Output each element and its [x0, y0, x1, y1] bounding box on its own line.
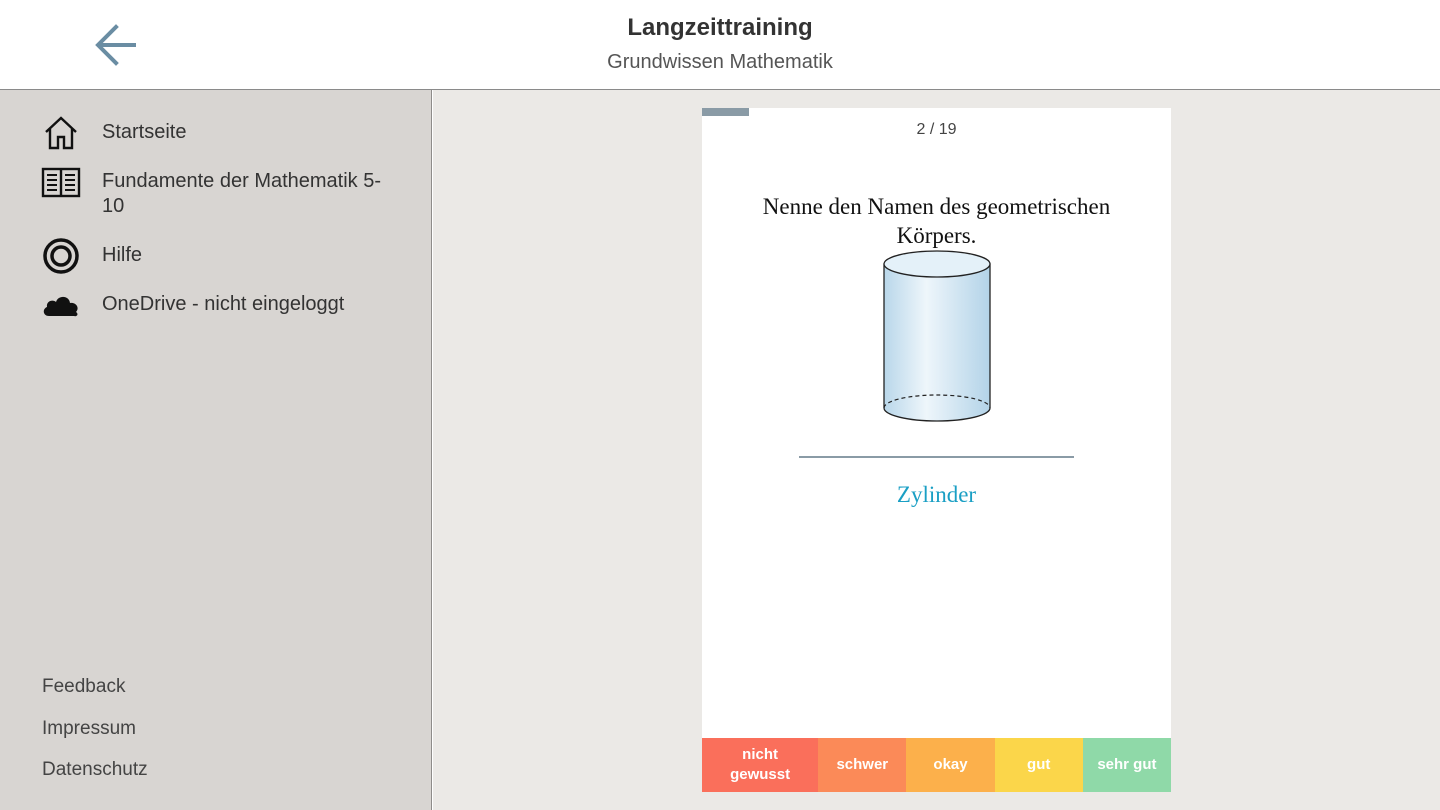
- sidebar-item-label: Startseite: [102, 121, 187, 143]
- answer-text: Zylinder: [896, 482, 977, 507]
- rating-nicht-gewusst-button[interactable]: nicht gewusst: [702, 738, 818, 792]
- lifebuoy-icon: [40, 237, 82, 275]
- app-header: [0, 0, 1440, 90]
- sidebar-item-startseite[interactable]: [40, 114, 400, 152]
- rating-sehr-gut-button[interactable]: sehr gut: [1083, 738, 1171, 792]
- rating-gut-button[interactable]: gut: [995, 738, 1083, 792]
- book-icon: [40, 163, 82, 201]
- page-title: Langzeittraining: [627, 14, 813, 41]
- question-text: Nenne den Namen des geometrischen Körpers.: [762, 194, 1111, 248]
- impressum-link[interactable]: Impressum: [42, 718, 136, 739]
- flashcard: [702, 108, 1171, 792]
- main-area: [433, 90, 1440, 810]
- page-subtitle: Grundwissen Mathematik: [607, 51, 833, 73]
- home-icon: [40, 114, 82, 152]
- rating-buttons: [702, 738, 1171, 792]
- sidebar-item-fundamente[interactable]: [40, 163, 400, 219]
- cylinder-figure: [881, 248, 993, 435]
- progress-bar: [702, 108, 749, 116]
- sidebar-item-onedrive[interactable]: [40, 286, 400, 324]
- rating-schwer-button[interactable]: schwer: [818, 738, 906, 792]
- card-counter: 2 / 19: [916, 121, 957, 138]
- sidebar-item-label: Fundamente der Mathematik 5-10: [102, 170, 382, 217]
- sidebar-item-label: OneDrive - nicht eingeloggt: [102, 293, 345, 315]
- sidebar-item-label: Hilfe: [102, 244, 143, 266]
- rating-okay-button[interactable]: okay: [906, 738, 994, 792]
- answer-divider: [799, 456, 1074, 458]
- datenschutz-link[interactable]: Datenschutz: [42, 759, 148, 780]
- sidebar: [0, 90, 432, 810]
- cloud-icon: [40, 286, 82, 324]
- sidebar-item-hilfe[interactable]: [40, 237, 400, 275]
- feedback-link[interactable]: Feedback: [42, 676, 126, 697]
